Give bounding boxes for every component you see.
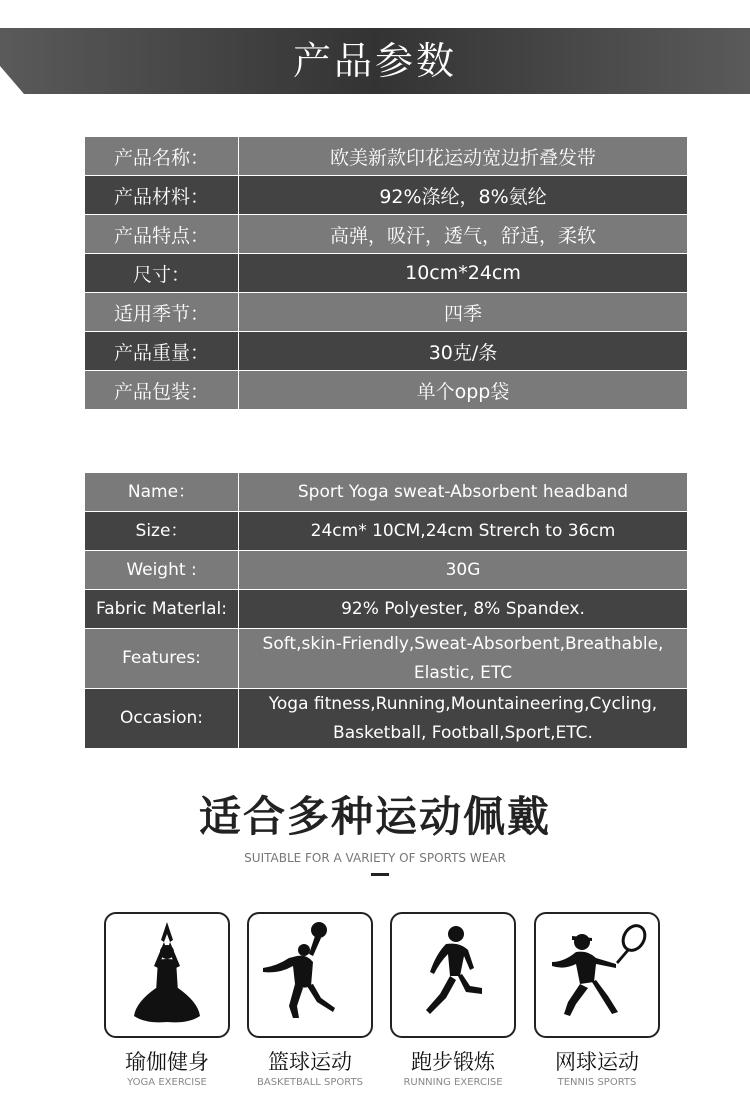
spec-value: 30克/条: [239, 332, 687, 371]
spec-key: 尺寸：: [85, 254, 239, 293]
spec-key: 产品材料：: [85, 176, 239, 215]
en-spec-table: [85, 473, 687, 748]
spec-value: 10cm*24cm: [239, 254, 687, 293]
table-row: [85, 254, 687, 293]
spec-value: 92% Polyester, 8% Spandex.: [239, 590, 687, 629]
spec-value: 四季: [239, 293, 687, 332]
spec-key: 产品包装：: [85, 371, 239, 410]
sport-label: 瑜伽健身: [125, 1050, 209, 1074]
sport-card-yoga: [104, 912, 230, 1088]
spec-value: [239, 629, 687, 689]
spec-key: 产品特点：: [85, 215, 239, 254]
cn-spec-table: [85, 137, 687, 409]
table-row: [85, 332, 687, 371]
table-row: [85, 689, 687, 749]
spec-value: Sport Yoga sweat-Absorbent headband: [239, 473, 687, 512]
spec-key: 产品名称：: [85, 137, 239, 176]
basketball-icon: [247, 912, 373, 1038]
running-icon: [390, 912, 516, 1038]
sport-sublabel: BASKETBALL SPORTS: [257, 1077, 363, 1088]
table-row: [85, 176, 687, 215]
sport-label: 篮球运动: [268, 1050, 352, 1074]
table-row: [85, 371, 687, 410]
spec-key: 适用季节：: [85, 293, 239, 332]
table-row: [85, 590, 687, 629]
sport-sublabel: YOGA EXERCISE: [127, 1077, 207, 1088]
spec-value: 24cm* 10CM,24cm Strerch to 36cm: [239, 512, 687, 551]
spec-key: Fabric MaterIal:: [85, 590, 239, 629]
sport-label: 跑步锻炼: [411, 1050, 495, 1074]
section-title: 适合多种运动佩戴: [198, 792, 551, 841]
table-row: [85, 215, 687, 254]
spec-value-line: Yoga fitness,Running,Mountaineering,Cycling,: [268, 693, 658, 714]
header-banner: [0, 28, 750, 94]
spec-value: [239, 689, 687, 749]
table-row: [85, 629, 687, 689]
spec-key: Weight :: [85, 551, 239, 590]
table-row: [85, 293, 687, 332]
spec-value: 92%涤纶，8%氨纶: [239, 176, 687, 215]
spec-value: 高弹，吸汗，透气，舒适，柔软: [239, 215, 687, 254]
spec-key: Name：: [85, 473, 239, 512]
sport-card-tennis: [534, 912, 660, 1088]
spec-value: 30G: [239, 551, 687, 590]
spec-key: Features:: [85, 629, 239, 689]
spec-value-line: Elastic, ETC: [413, 662, 513, 683]
spec-value-line: Soft,skin-Friendly,Sweat-Absorbent,Breathable,: [262, 633, 664, 654]
tennis-icon: [534, 912, 660, 1038]
spec-value: 单个opp袋: [239, 371, 687, 410]
sport-card-running: [390, 912, 516, 1088]
sport-label: 网球运动: [555, 1050, 639, 1074]
spec-value-line: Basketball, Football,Sport,ETC.: [333, 722, 593, 743]
yoga-icon: [104, 912, 230, 1038]
divider: [371, 873, 389, 876]
sport-sublabel: TENNIS SPORTS: [557, 1077, 637, 1088]
sport-card-basketball: [247, 912, 373, 1088]
section-subtitle: SUITABLE FOR A VARIETY OF SPORTS WEAR: [244, 851, 506, 865]
spec-value: 欧美新款印花运动宽边折叠发带: [239, 137, 687, 176]
table-row: [85, 551, 687, 590]
spec-key: Size：: [85, 512, 239, 551]
page-title: 产品参数: [292, 39, 457, 83]
spec-key: 产品重量：: [85, 332, 239, 371]
sport-sublabel: RUNNING EXERCISE: [403, 1077, 503, 1088]
table-row: [85, 473, 687, 512]
spec-key: Occasion:: [85, 689, 239, 749]
table-row: [85, 512, 687, 551]
table-row: [85, 137, 687, 176]
